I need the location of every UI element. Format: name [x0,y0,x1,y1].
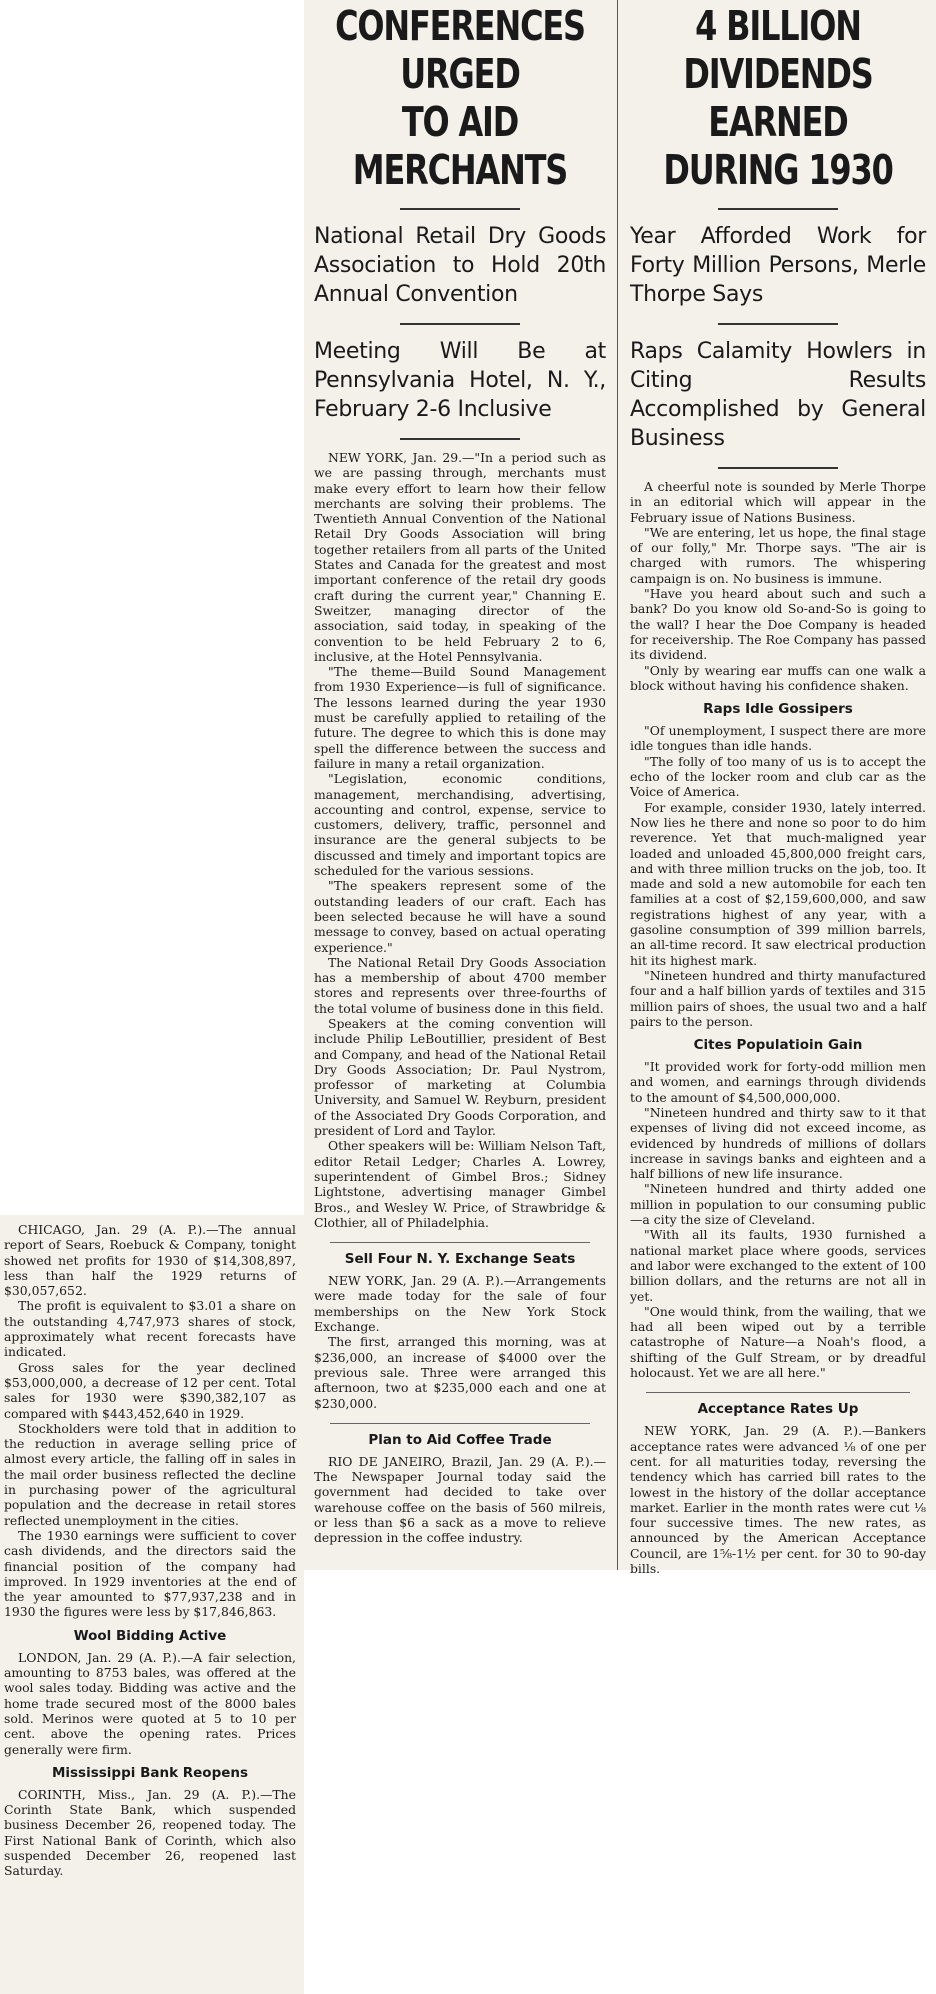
paragraph: "Of unemployment, I suspect there are more idle tongues than idle hands. [630,723,926,754]
paragraph: "One would think, from the wailing, that we had all been wiped out by a terrible catastrophe of Nature—a Noah's flood, a shifting of the Gulf Stream, or by dreadful holocaust. Yet we are all here." [630,1303,926,1381]
paragraph: "Have you heard about such and such a bank? Do you know old So-and-So is going to the wall? I hear the Doe Company is headed for receivership. The Roe Company has passed its dividend. [630,586,926,663]
conference-headline [323,2,598,194]
mississippi-title: Mississippi Bank Reopens [51,1764,249,1781]
divider [718,323,838,325]
divider [646,1392,910,1393]
paragraph: The profit is equivalent to $3.01 a share on the outstanding 4,747,973 shares of stock, approximately what recent forecasts have indicated. [4,1298,296,1360]
conference-deck-1: National Retail Dry Goods Association to Hold 20th Annual Convention [314,224,606,307]
dividends-story [630,479,926,693]
coffee-title: Plan to Aid Coffee Trade [368,1431,552,1448]
paragraph: CHICAGO, Jan. 29 (A. P.).—The annual report of Sears, Roebuck & Company, tonight showed net profits for 1930 of $14,308,897, less than half the 1929 returns of $30,057,652. [4,1222,296,1299]
sears-story [4,1222,296,1620]
paragraph: A cheerful note is sounded by Merle Thorpe in an editorial which will appear in the February issue of Nations Business. [630,479,926,525]
dividends-story-3 [630,1059,926,1380]
column-rule [617,0,618,1570]
paragraph: The National Retail Dry Goods Association has a membership of about 4700 member stores and represents over three-fourths of the total volume of business done in this field. [314,954,606,1016]
paragraph: "With all its faults, 1930 furnished a national market place where goods, services and labor were exchanged to the extent of 100 billion dollars, and the returns are not all in yet. [630,1227,926,1304]
left-column [0,1222,304,1879]
dividends-story-2 [630,723,926,1029]
paragraph: "Only by wearing ear muffs can one walk a block without having his confidence shaken. [630,662,926,693]
conference-column [304,0,616,1546]
paragraph: "We are entering, let us hope, the final stage of our folly," Mr. Thorpe says. "The air is charged with rumors. The whispering campaign is on. No business is immune. [630,524,926,586]
paragraph: The 1930 earnings were sufficient to cover cash dividends, and the directors said the financial position of the company had improved. In 1929 inventories at the end of the year amounted to $77,937,238 and in 1930 the figures were less by $17,846,863. [4,1527,296,1620]
dividends-column [620,0,936,1576]
paragraph: Other speakers will be: William Nelson Taft, editor Retail Ledger; Charles A. Lowrey, superintendent of Gimbel Bros.; Sidney Lightstone, advertising manager Gimbel Bros., and Wesley W. Price, of Strawbridge & Clothier, all of Philadelphia. [314,1138,606,1230]
paragraph: "Nineteen hundred and thirty added one million in population to our consuming public—a city the size of Cleveland. [630,1181,926,1228]
coffee-story [314,1454,606,1546]
dividends-deck-1: Year Afforded Work for Forty Million Persons, Merle Thorpe Says [630,224,926,307]
divider [718,208,838,210]
divider [400,438,520,440]
paragraph: Stockholders were told that in addition to the reduction in average selling price of almost every article, the falling off in sales in the mail order business reflected the decline in purchasing power of the agricultural population and the decrease in retail stores reflected unemployment in the cities. [4,1420,296,1528]
paragraph: "Legislation, economic conditions, management, merchandising, advertising, accounting and control, expense, service to customers, delivery, traffic, personnel and insurance are the general subjects to be discussed and timely and important topics are scheduled for the various sessions. [314,771,606,879]
paragraph: "The speakers represent some of the outstanding leaders of our craft. Each has been selected because he will have a sound message to convey, based on actual operating experience." [314,878,606,955]
paragraph: "The theme—Build Sound Management from 1930 Experience—is full of significance. The lessons learned during the year 1930 must be carefully applied to retailing of the future. The degree to which this is done may spell the difference between the success and failure in many a retail organization. [314,664,606,771]
headline-line: TO AID MERCHANTS [352,98,568,194]
headline-line: EARNED DURING 1930 [663,98,893,194]
wool-title: Wool Bidding Active [73,1627,227,1644]
subhead-population-gain: Cites Populatioin Gain [693,1037,863,1054]
acceptance-story [630,1423,926,1576]
divider [400,323,520,325]
acceptance-title: Acceptance Rates Up [697,1401,859,1418]
wool-story [4,1650,296,1757]
divider [330,1242,590,1243]
paragraph: NEW YORK, Jan. 29 (A. P.).—Arrangements were made today for the sale of four memberships on the New York Stock Exchange. [314,1273,606,1335]
paragraph: The first, arranged this morning, was at $236,000, an increase of $4000 over the previous sale. Three were arranged this afternoon, two at $235,000 each and one at $230,000. [314,1334,606,1411]
paragraph: "Nineteen hundred and thirty manufactured four and a half billion yards of textiles and 315 million pairs of shoes, the usual two and a half pairs to the person. [630,967,926,1029]
paragraph: "Nineteen hundred and thirty saw to it that expenses of living did not exceed income, as evidenced by hundreds of millions of dollars increase in savings banks and eighteen and a half billions of new life insurance. [630,1104,926,1182]
divider [330,1423,590,1424]
headline-line: CONFERENCES URGED [335,2,585,98]
paragraph: NEW YORK, Jan. 29 (A. P.).—Bankers acceptance rates were advanced ⅛ of one per cent. for all maturities today, reversing the tendency which has carried bill rates to the lowest in the history of the dollar acceptance market. Earlier in the month rates were cut ⅛ four successive times. The new rates, as announced by the American Acceptance Council, are 1⅝-1½ per cent. for 30 to 90-day bills. [630,1423,926,1576]
seats-story [314,1273,606,1411]
conference-story [314,450,606,1230]
paragraph: Speakers at the coming convention will include Philip LeBoutillier, president of Best and Company, and head of the National Retail Dry Goods Association; Dr. Paul Nystrom, professor of marketing at Columbia University, and Samuel W. Reyburn, president of the Associated Dry Goods Corporation, and president of Lord and Taylor. [314,1015,606,1139]
paragraph: RIO DE JANEIRO, Brazil, Jan. 29 (A. P.).—The Newspaper Journal today said the government had decided to take over warehouse coffee on the basis of 560 milreis, or less than $6 a sack as a move to relieve depression in the coffee industry. [314,1453,606,1546]
conference-deck-2: Meeting Will Be at Pennsylvania Hotel, N. Y., February 2-6 Inclusive [314,339,606,422]
paragraph: LONDON, Jan. 29 (A. P.).—A fair selection, amounting to 8753 bales, was offered at the wool sales today. Bidding was active and the home trade secured most of the 8000 bales sold. Merinos were quoted at 5 to 10 per cent. above the opening rates. Prices generally were firm. [4,1649,296,1757]
headline-line: 4 BILLION DIVIDENDS [683,2,873,98]
paragraph: Gross sales for the year declined $53,000,000, a decrease of 12 per cent. Total sales for 1930 were $390,382,107 as compared with $443,452,640 in 1929. [4,1359,296,1421]
paragraph: "It provided work for forty-odd million men and women, and earnings through dividends to the amount of $4,500,000,000. [630,1059,926,1105]
mississippi-story [4,1787,296,1879]
subhead-idle-gossipers: Raps Idle Gossipers [703,701,853,718]
dividends-headline [639,2,917,194]
paragraph: For example, consider 1930, lately interred. Now lies he there and none so poor to do him reverence. Yet that much-maligned year loaded and unloaded 45,800,000 freight cars, and with three million trucks on the job, too. It made and sold a new automobile for each ten families at a cost of $2,159,600,000, and saw registrations highest of any year, with a gasoline consumption of 399 million barrels, an all-time record. It saw electrical production hit its highest mark. [630,799,926,968]
paragraph: NEW YORK, Jan. 29.—"In a period such as we are passing through, merchants must make every effort to learn how their fellow merchants are solving their problems. The Twentieth Annual Convention of the National Retail Dry Goods Association will bring together retailers from all parts of the United States and Canada for the greatest and most important conference of the retail dry goods craft during the current year," Channing E. Sweitzer, managing director of the association, said today, in speaking of the convention to be held February 2 to 6, inclusive, at the Hotel Pennsylvania. [314,450,606,664]
paragraph: CORINTH, Miss., Jan. 29 (A. P.).—The Corinth State Bank, which suspended business December 26, reopened today. The First National Bank of Corinth, which also suspended December 26, reopened last Saturday. [4,1786,296,1879]
divider [718,467,838,469]
divider [400,208,520,210]
dividends-deck-2: Raps Calamity Howlers in Citing Results Accomplished by General Business [630,339,926,451]
paragraph: "The folly of too many of us is to accept the echo of the locker room and club car as the Voice of America. [630,753,926,800]
seats-title: Sell Four N. Y. Exchange Seats [344,1251,576,1268]
